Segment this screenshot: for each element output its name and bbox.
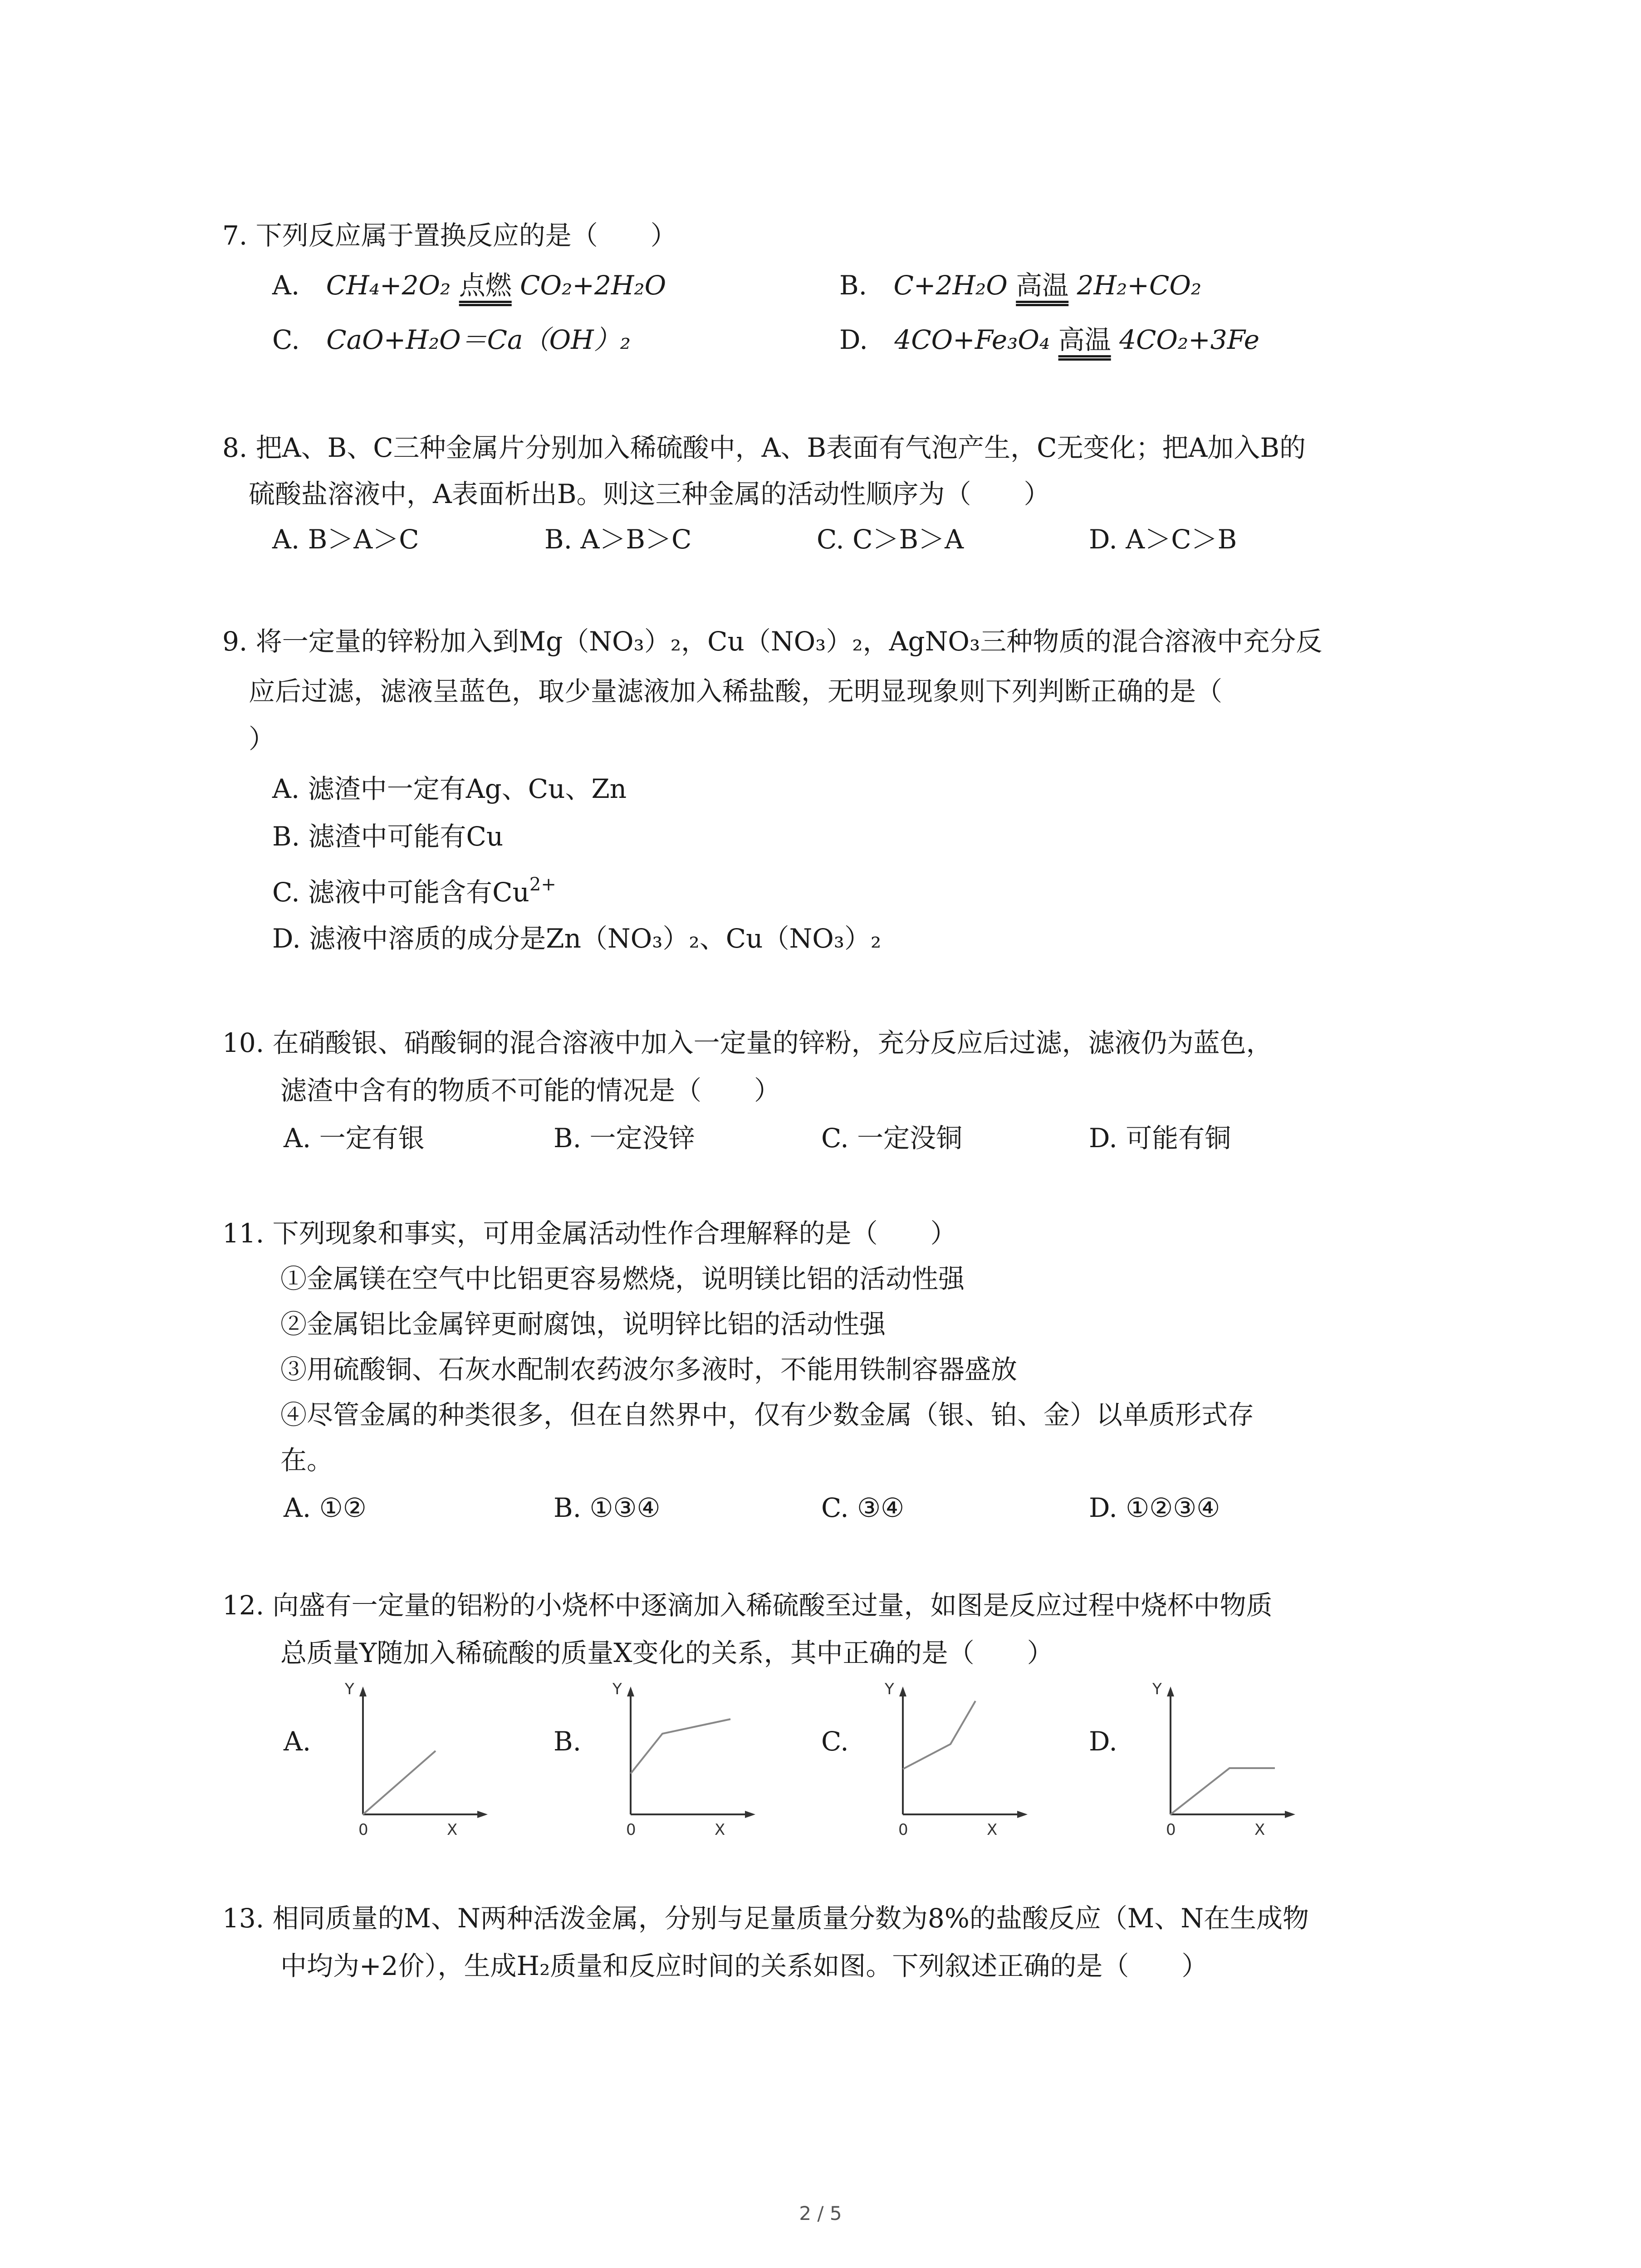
- q11-statement-4: ④尽管金属的种类很多，但在自然界中，仅有少数金属（银、铂、金）以单质形式存: [280, 1399, 1254, 1430]
- q10-stem-line1: 10. 在硝酸银、硝酸铜的混合溶液中加入一定量的锌粉，充分反应后过滤，滤液仍为蓝色，: [222, 1027, 1273, 1058]
- q7-option-b-formula: C+2H₂O 高温 2H₂+CO₂: [893, 270, 1202, 301]
- q11-option-b: B. ①③④: [554, 1492, 661, 1523]
- q11-option-a: A. ①②: [284, 1492, 367, 1523]
- y-axis-arrow: [899, 1686, 906, 1696]
- q12-stem-line1: 12. 向盛有一定量的铝粉的小烧杯中逐滴加入稀硫酸至过量，如图是反应过程中烧杯中物质: [222, 1590, 1273, 1621]
- q9-option-d: D. 滤液中溶质的成分是Zn（NO₃）₂、Cu（NO₃）₂: [272, 923, 882, 954]
- q7-option-a-formula: CH₄+2O₂ 点燃 CO₂+2H₂O: [326, 270, 666, 301]
- q8-option-d: D. A＞C＞B: [1089, 524, 1237, 555]
- q12-option-c-label: C.: [821, 1726, 849, 1757]
- y-axis-arrow: [359, 1686, 367, 1696]
- q8-option-b: B. A＞B＞C: [544, 524, 692, 555]
- origin-label: 0: [626, 1821, 636, 1839]
- q12-option-a-label: A.: [284, 1726, 311, 1757]
- page-number: 2 / 5: [799, 2202, 842, 2224]
- x-axis-arrow: [1017, 1811, 1028, 1818]
- q13-stem-line2: 中均为+2价），生成H₂质量和反应时间的关系如图。下列叙述正确的是（ ）: [280, 1950, 1208, 1981]
- origin-label: 0: [898, 1821, 908, 1839]
- y-axis-label: Y: [885, 1680, 894, 1698]
- q7-option-a: [272, 270, 666, 301]
- q7-option-c-label: C.: [272, 324, 300, 355]
- q12-graph-c: [871, 1678, 1043, 1842]
- q9-stem-line1: 9. 将一定量的锌粉加入到Mg（NO₃）₂，Cu（NO₃）₂，AgNO₃三种物质的混合溶液中充分反: [222, 626, 1323, 657]
- x-axis-label: X: [715, 1821, 725, 1839]
- q7-option-d: [839, 324, 1260, 355]
- q7-option-a-condition: 点燃: [459, 270, 512, 301]
- q11-statement-1: ①金属镁在空气中比铝更容易燃烧，说明镁比铝的活动性强: [280, 1263, 965, 1294]
- q10-option-a: A. 一定有银: [284, 1123, 425, 1154]
- q10-option-c: C. 一定没铜: [821, 1123, 963, 1154]
- origin-label: 0: [1166, 1821, 1176, 1839]
- origin-label: 0: [358, 1821, 368, 1839]
- curve-d: [1171, 1768, 1275, 1814]
- q11-stem: 11. 下列现象和事实，可用金属活动性作合理解释的是（ ）: [222, 1218, 957, 1249]
- q7-stem: 7. 下列反应属于置换反应的是（ ）: [222, 220, 677, 251]
- q12-graph-a: [331, 1678, 504, 1842]
- x-axis-arrow: [1285, 1811, 1295, 1818]
- q11-option-c: C. ③④: [821, 1492, 905, 1523]
- q7-option-d-label: D.: [839, 324, 868, 355]
- q10-option-d: D. 可能有铜: [1089, 1123, 1231, 1154]
- q9-stem-line2: 应后过滤，滤液呈蓝色，取少量滤液加入稀盐酸，无明显现象则下列判断正确的是（: [249, 676, 1223, 707]
- y-axis-label: Y: [612, 1680, 622, 1698]
- q7-option-c: [272, 324, 631, 355]
- x-axis-label: X: [1254, 1821, 1265, 1839]
- q8-option-c: C. C＞B＞A: [817, 524, 964, 555]
- q8-stem-line1: 8. 把A、B、C三种金属片分别加入稀硫酸中，A、B表面有气泡产生，C无变化；把A加入B的: [222, 432, 1306, 463]
- q12-graph-d: [1139, 1678, 1311, 1842]
- q7-option-c-formula: CaO+H₂O＝Ca（OH）₂: [326, 324, 631, 355]
- q7-option-b: [839, 270, 1202, 301]
- y-axis-arrow: [1167, 1686, 1174, 1696]
- q11-statement-4-cont: 在。: [280, 1445, 333, 1476]
- x-axis-arrow: [745, 1811, 755, 1818]
- y-axis-arrow: [627, 1686, 634, 1696]
- q9-option-c: C. 滤液中可能含有$Cu^{2+}$: [272, 874, 556, 908]
- y-axis-label: Y: [1152, 1680, 1162, 1698]
- q8-stem-line2: 硫酸盐溶液中，A表面析出B。则这三种金属的活动性顺序为（ ）: [249, 479, 1050, 509]
- q11-statement-2: ②金属铝比金属锌更耐腐蚀，说明锌比铝的活动性强: [280, 1309, 886, 1339]
- q9-stem-line3: ）: [249, 723, 275, 754]
- q9-option-b: B. 滤渣中可能有Cu: [272, 821, 504, 852]
- curve-c: [903, 1701, 975, 1769]
- q13-stem-line1: 13. 相同质量的M、N两种活泼金属，分别与足量质量分数为8%的盐酸反应（M、N在生成物: [222, 1903, 1309, 1934]
- q12-graph-b: [599, 1678, 771, 1842]
- q12-option-d-label: D.: [1089, 1726, 1117, 1757]
- q11-option-d: D. ①②③④: [1089, 1492, 1220, 1523]
- q7-option-b-condition: 高温: [1016, 270, 1069, 301]
- x-axis-arrow: [477, 1811, 488, 1818]
- q8-option-a: A. B＞A＞C: [272, 524, 419, 555]
- q7-option-a-label: A.: [272, 270, 300, 301]
- x-axis-label: X: [447, 1821, 458, 1839]
- q9-option-a: A. 滤渣中一定有Ag、Cu、Zn: [272, 773, 627, 804]
- q7-option-b-label: B.: [839, 270, 867, 301]
- curve-b: [631, 1719, 730, 1774]
- q7-option-d-formula: 4CO+Fe₃O₄ 高温 4CO₂+3Fe: [894, 324, 1260, 355]
- curve-a: [363, 1751, 436, 1814]
- q10-stem-line2: 滤渣中含有的物质不可能的情况是（ ）: [280, 1075, 781, 1106]
- q9-option-c-charge: 2+: [529, 874, 556, 895]
- y-axis-label: Y: [345, 1680, 354, 1698]
- q12-stem-line2: 总质量Y随加入稀硫酸的质量X变化的关系，其中正确的是（ ）: [280, 1637, 1053, 1668]
- q12-option-b-label: B.: [554, 1726, 582, 1757]
- q10-option-b: B. 一定没锌: [554, 1123, 695, 1154]
- q7-option-d-condition: 高温: [1058, 324, 1111, 355]
- q11-statement-3: ③用硫酸铜、石灰水配制农药波尔多液时，不能用铁制容器盛放: [280, 1354, 1018, 1385]
- x-axis-label: X: [987, 1821, 998, 1839]
